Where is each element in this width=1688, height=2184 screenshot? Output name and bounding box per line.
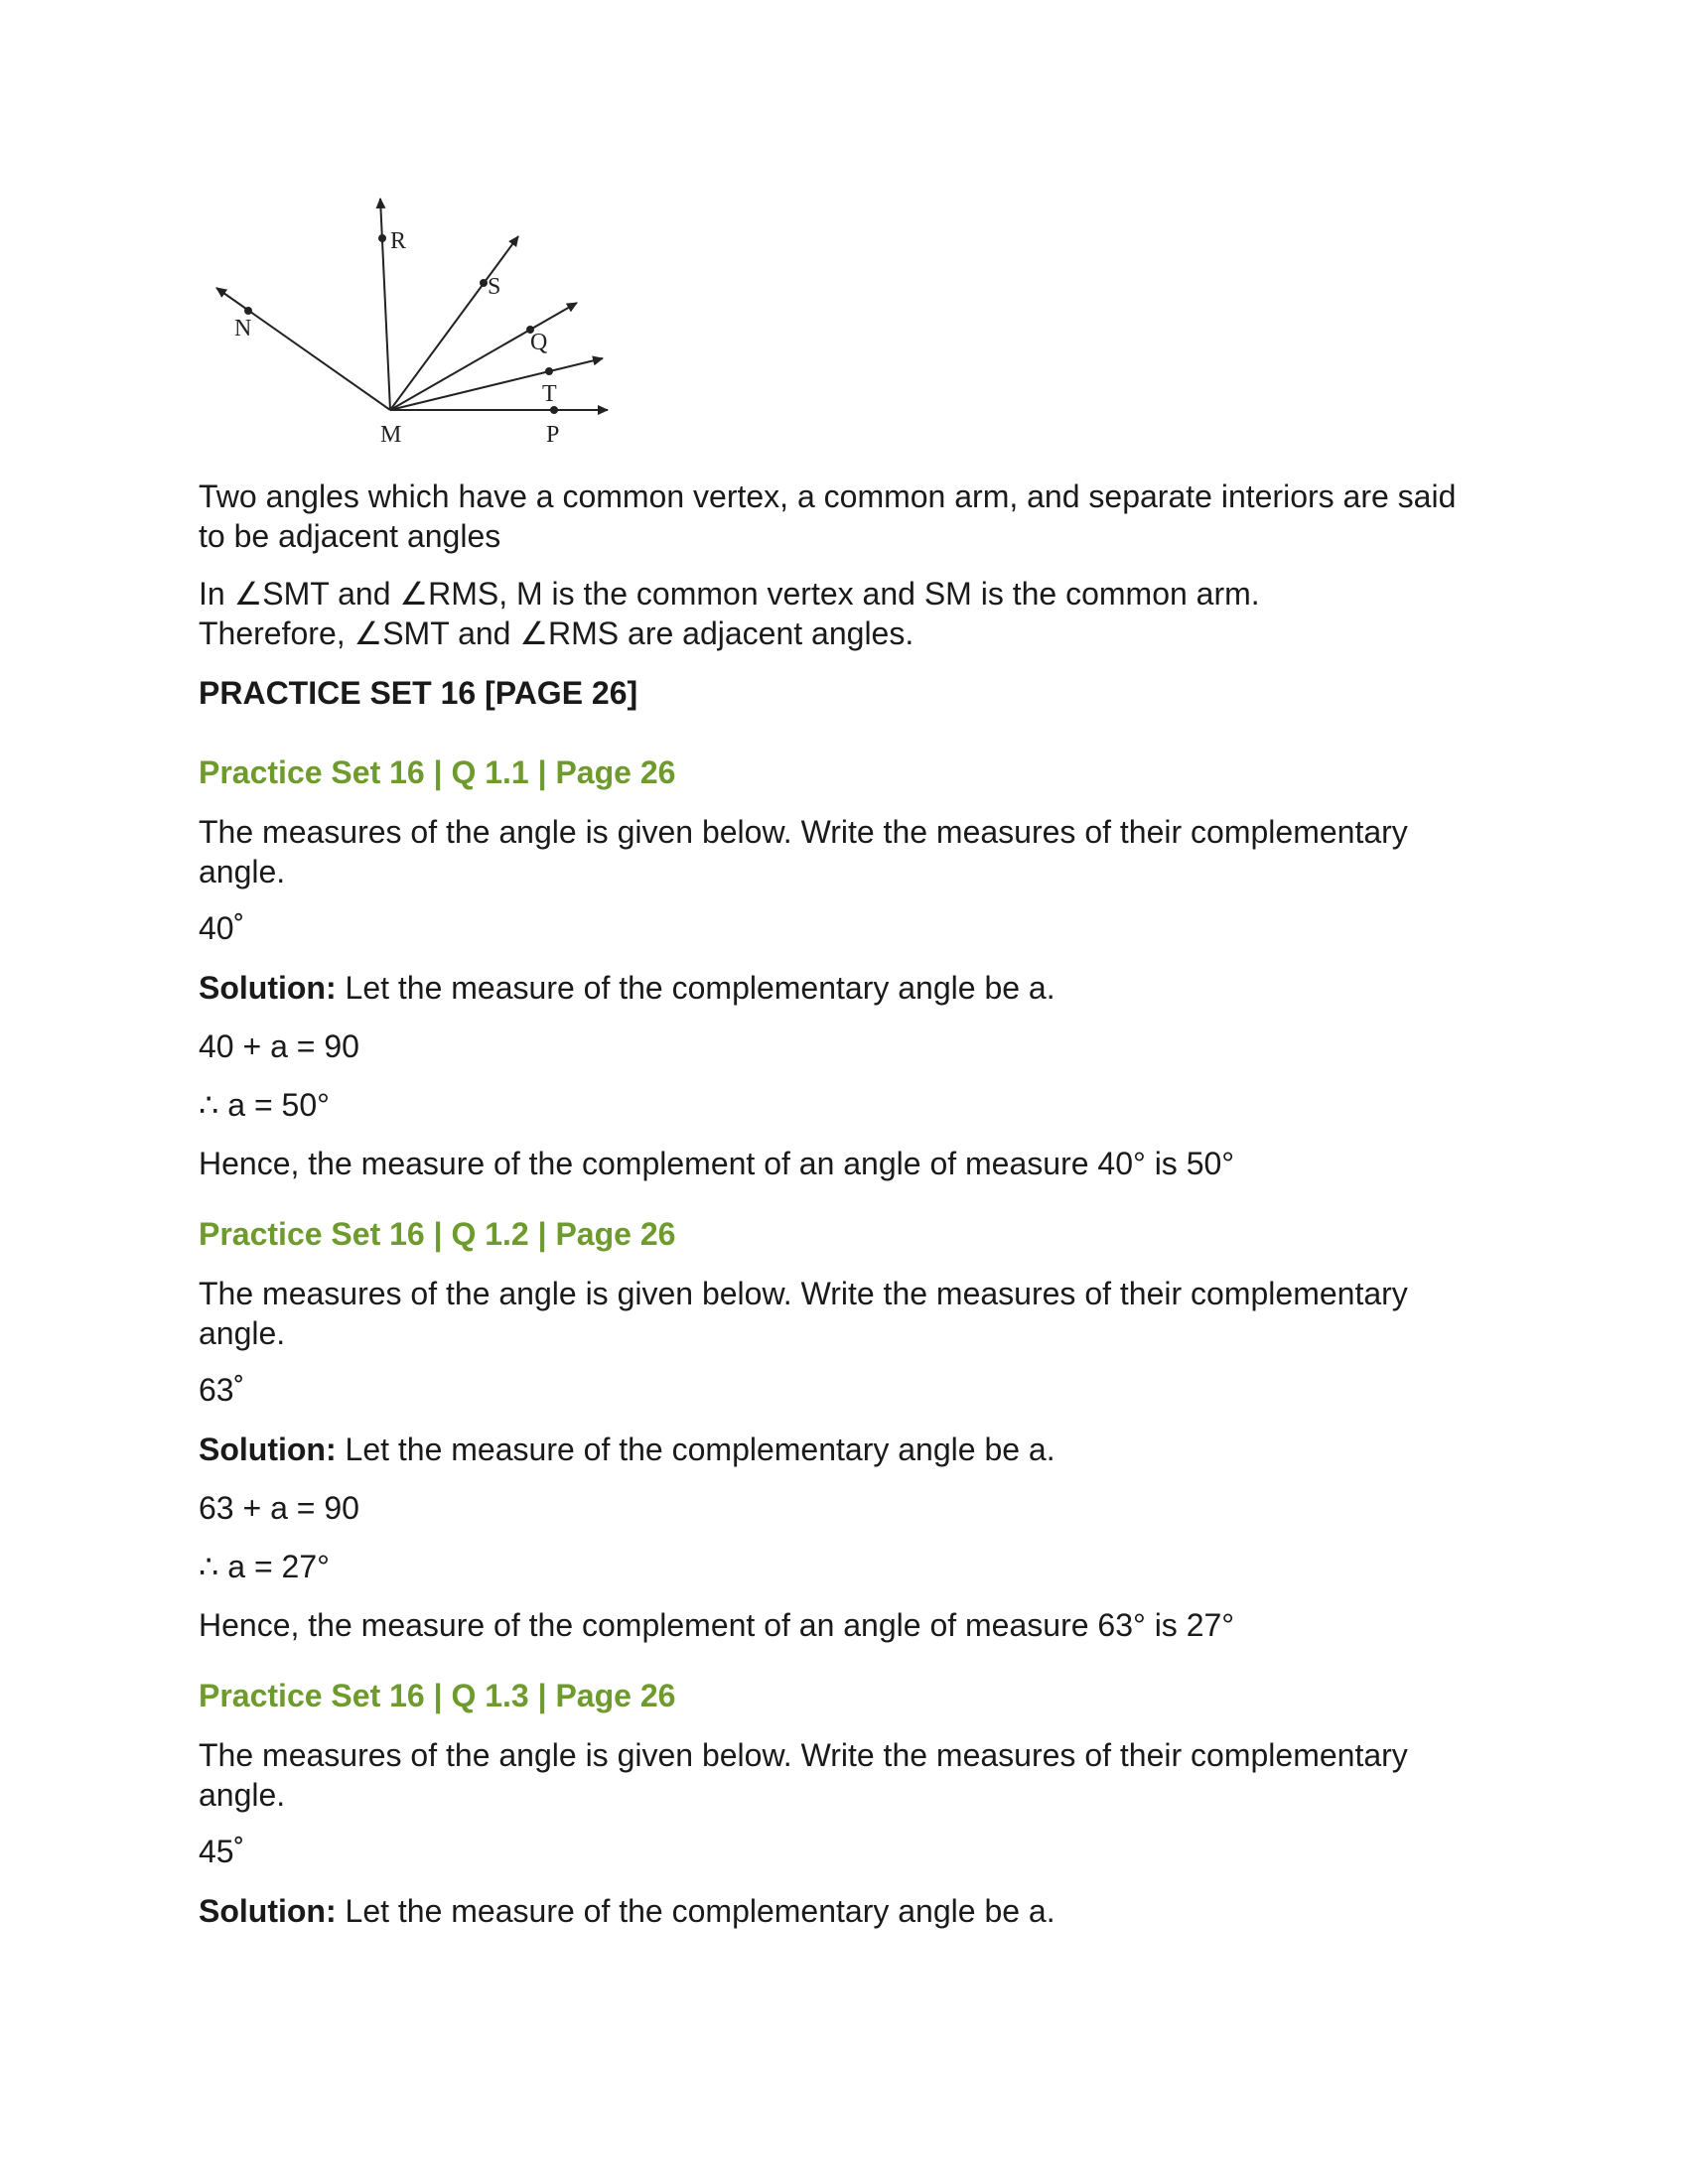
- question-prompt: The measures of the angle is given below. Write the measures of their complementary angle.: [199, 1276, 1408, 1351]
- section-heading: [199, 673, 1489, 713]
- question-heading: Practice Set 16 | Q 1.2 | Page 26: [199, 1216, 676, 1252]
- point-R: [378, 234, 386, 242]
- equation-2: ∴ a = 27°: [199, 1549, 330, 1584]
- label-R: R: [390, 228, 407, 254]
- question-1-1-conclusion: [199, 1144, 1489, 1183]
- point-S: [480, 279, 488, 287]
- question-1-1-eq2: [199, 1085, 1489, 1125]
- question-prompt: The measures of the angle is given below. Write the measures of their complementary angle.: [199, 814, 1408, 889]
- question-1-2-solution: [199, 1430, 1489, 1469]
- question-1-2-conclusion: [199, 1605, 1489, 1645]
- question-1-3-value: [199, 1832, 1489, 1871]
- question-1-2-eq1: [199, 1488, 1489, 1528]
- question-1-3: [199, 1676, 1489, 1715]
- conclusion-text: Hence, the measure of the complement of an angle of measure 63° is 27°: [199, 1607, 1235, 1643]
- solution-line: [199, 968, 1489, 1008]
- question-heading: Practice Set 16 | Q 1.1 | Page 26: [199, 754, 676, 790]
- solution-line: [199, 1430, 1489, 1469]
- equation-1: 63 + a = 90: [199, 1490, 359, 1526]
- angle-value: 45˚: [199, 1834, 245, 1869]
- question-1-2-body: [199, 1274, 1489, 1353]
- intro-section: [199, 477, 1489, 556]
- solution-text: Let the measure of the complementary angle be a.: [336, 1432, 1055, 1467]
- solution-line: [199, 1891, 1489, 1931]
- ray-MN: [216, 288, 390, 410]
- intro-explanation: [199, 574, 1489, 653]
- conclusion-text: Hence, the measure of the complement of an angle of measure 40° is 50°: [199, 1146, 1235, 1181]
- label-T: T: [542, 381, 557, 407]
- angle-value: 40˚: [199, 910, 245, 946]
- section-title: PRACTICE SET 16 [PAGE 26]: [199, 675, 638, 711]
- question-1-1: [199, 752, 1489, 792]
- label-S: S: [488, 274, 501, 300]
- question-1-3-body: [199, 1735, 1489, 1815]
- angle-rays-diagram: [199, 189, 635, 457]
- question-1-2-value: [199, 1370, 1489, 1410]
- point-T: [545, 367, 553, 375]
- question-1-1-solution: [199, 968, 1489, 1008]
- point-N: [244, 307, 252, 315]
- solution-label: Solution:: [199, 1432, 337, 1467]
- question-1-1-value: [199, 908, 1489, 948]
- point-P: [550, 406, 558, 414]
- solution-label: Solution:: [199, 970, 337, 1006]
- question-prompt: The measures of the angle is given below. Write the measures of their complementary angle.: [199, 1737, 1408, 1813]
- question-1-3-solution: [199, 1891, 1489, 1931]
- question-1-1-body: [199, 812, 1489, 891]
- ray-MR: [380, 199, 390, 410]
- question-heading: Practice Set 16 | Q 1.3 | Page 26: [199, 1678, 676, 1713]
- definition-text: Two angles which have a common vertex, a common arm, and separate interiors are said to be adjacent angles: [199, 478, 1457, 554]
- explanation-line-2: Therefore, ∠SMT and ∠RMS are adjacent angles.: [199, 615, 914, 651]
- label-N: N: [234, 316, 252, 341]
- explanation-line-1: In ∠SMT and ∠RMS, M is the common vertex and SM is the common arm.: [199, 576, 1260, 612]
- equation-2: ∴ a = 50°: [199, 1087, 330, 1123]
- solution-text: Let the measure of the complementary angle be a.: [336, 970, 1055, 1006]
- question-1-2: [199, 1214, 1489, 1254]
- solution-label: Solution:: [199, 1893, 337, 1929]
- solution-text: Let the measure of the complementary angle be a.: [336, 1893, 1055, 1929]
- label-M: M: [380, 422, 402, 448]
- label-Q: Q: [530, 330, 548, 355]
- angle-value: 63˚: [199, 1372, 245, 1408]
- question-1-1-eq1: [199, 1026, 1489, 1066]
- label-P: P: [546, 422, 560, 448]
- equation-1: 40 + a = 90: [199, 1028, 359, 1064]
- adjacent-angles-figure: [199, 189, 635, 457]
- question-1-2-eq2: [199, 1547, 1489, 1586]
